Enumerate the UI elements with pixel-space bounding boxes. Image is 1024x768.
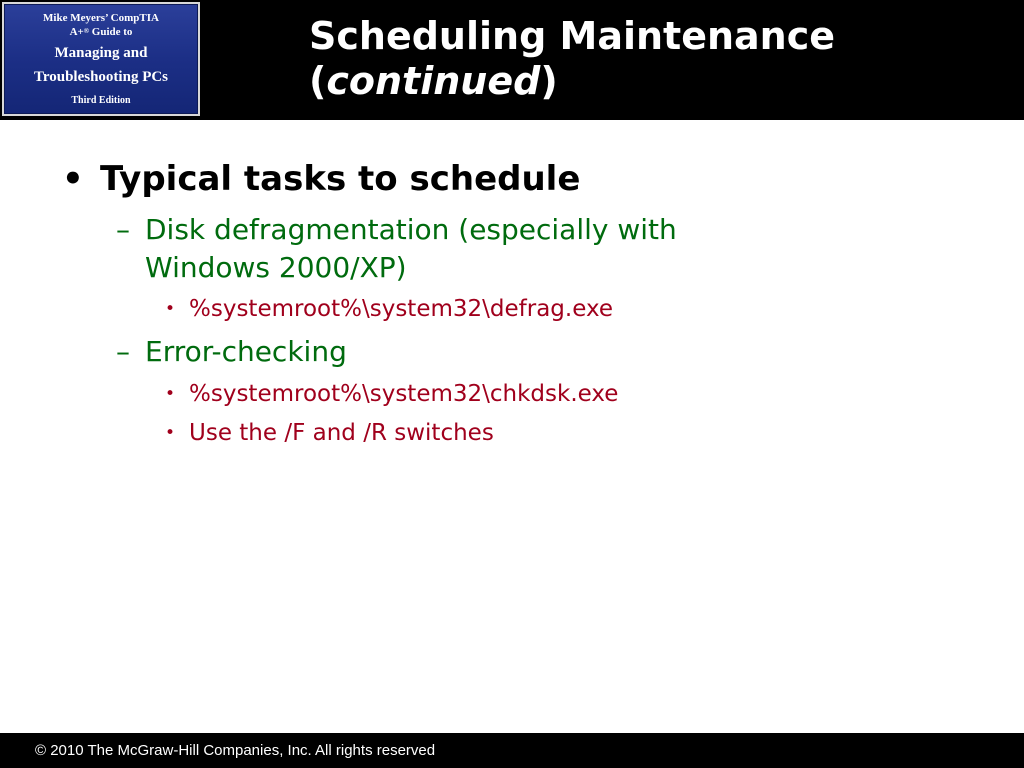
bullet-level3-defrag-path xyxy=(165,294,613,324)
bullet-level1 xyxy=(62,158,580,200)
title-close-paren: ) xyxy=(540,59,558,103)
registered-mark: ® xyxy=(83,27,90,35)
bullet-level3-text: %systemroot%\system32\chkdsk.exe xyxy=(189,381,619,407)
title-main: Scheduling Maintenance xyxy=(309,14,836,58)
title-open-paren: ( xyxy=(309,59,327,103)
bullet-level2-text: Error-checking xyxy=(145,335,347,368)
copyright-text: © 2010 The McGraw-Hill Companies, Inc. All rights reserved xyxy=(35,742,436,759)
bullet-dot-icon: • xyxy=(165,384,176,404)
title-continued: continued xyxy=(326,59,541,103)
bullet-level2-defrag xyxy=(116,211,765,287)
dash-icon: – xyxy=(116,213,130,246)
bullet-level3-text: %systemroot%\system32\defrag.exe xyxy=(189,296,613,322)
logo-aplus-text: A+ xyxy=(69,26,84,38)
bullet-level3-text: Use the /F and /R switches xyxy=(189,420,494,446)
footer-bar xyxy=(0,733,1024,768)
bullet-level1-text: Typical tasks to schedule xyxy=(100,159,581,199)
logo-series-text: Mike Meyers’ CompTIA xyxy=(43,12,159,24)
bullet-dot-icon: • xyxy=(62,159,84,199)
logo-edition-text: Third Edition xyxy=(71,95,131,106)
bullet-level3-chkdsk-path xyxy=(165,379,618,409)
logo-title-line2: Troubleshooting PCs xyxy=(33,69,169,85)
bullet-level2-error-checking xyxy=(116,333,347,371)
bullet-dot-icon: • xyxy=(165,299,176,319)
logo-guide-to-text: Guide to xyxy=(89,26,133,38)
bullet-dot-icon: • xyxy=(165,423,176,443)
logo-title-line1: Managing and xyxy=(54,45,148,61)
bullet-level3-switches xyxy=(165,418,494,448)
dash-icon: – xyxy=(116,335,130,368)
bullet-level2-text: Disk defragmentation (especially with Windows 2000/XP) xyxy=(145,213,677,284)
